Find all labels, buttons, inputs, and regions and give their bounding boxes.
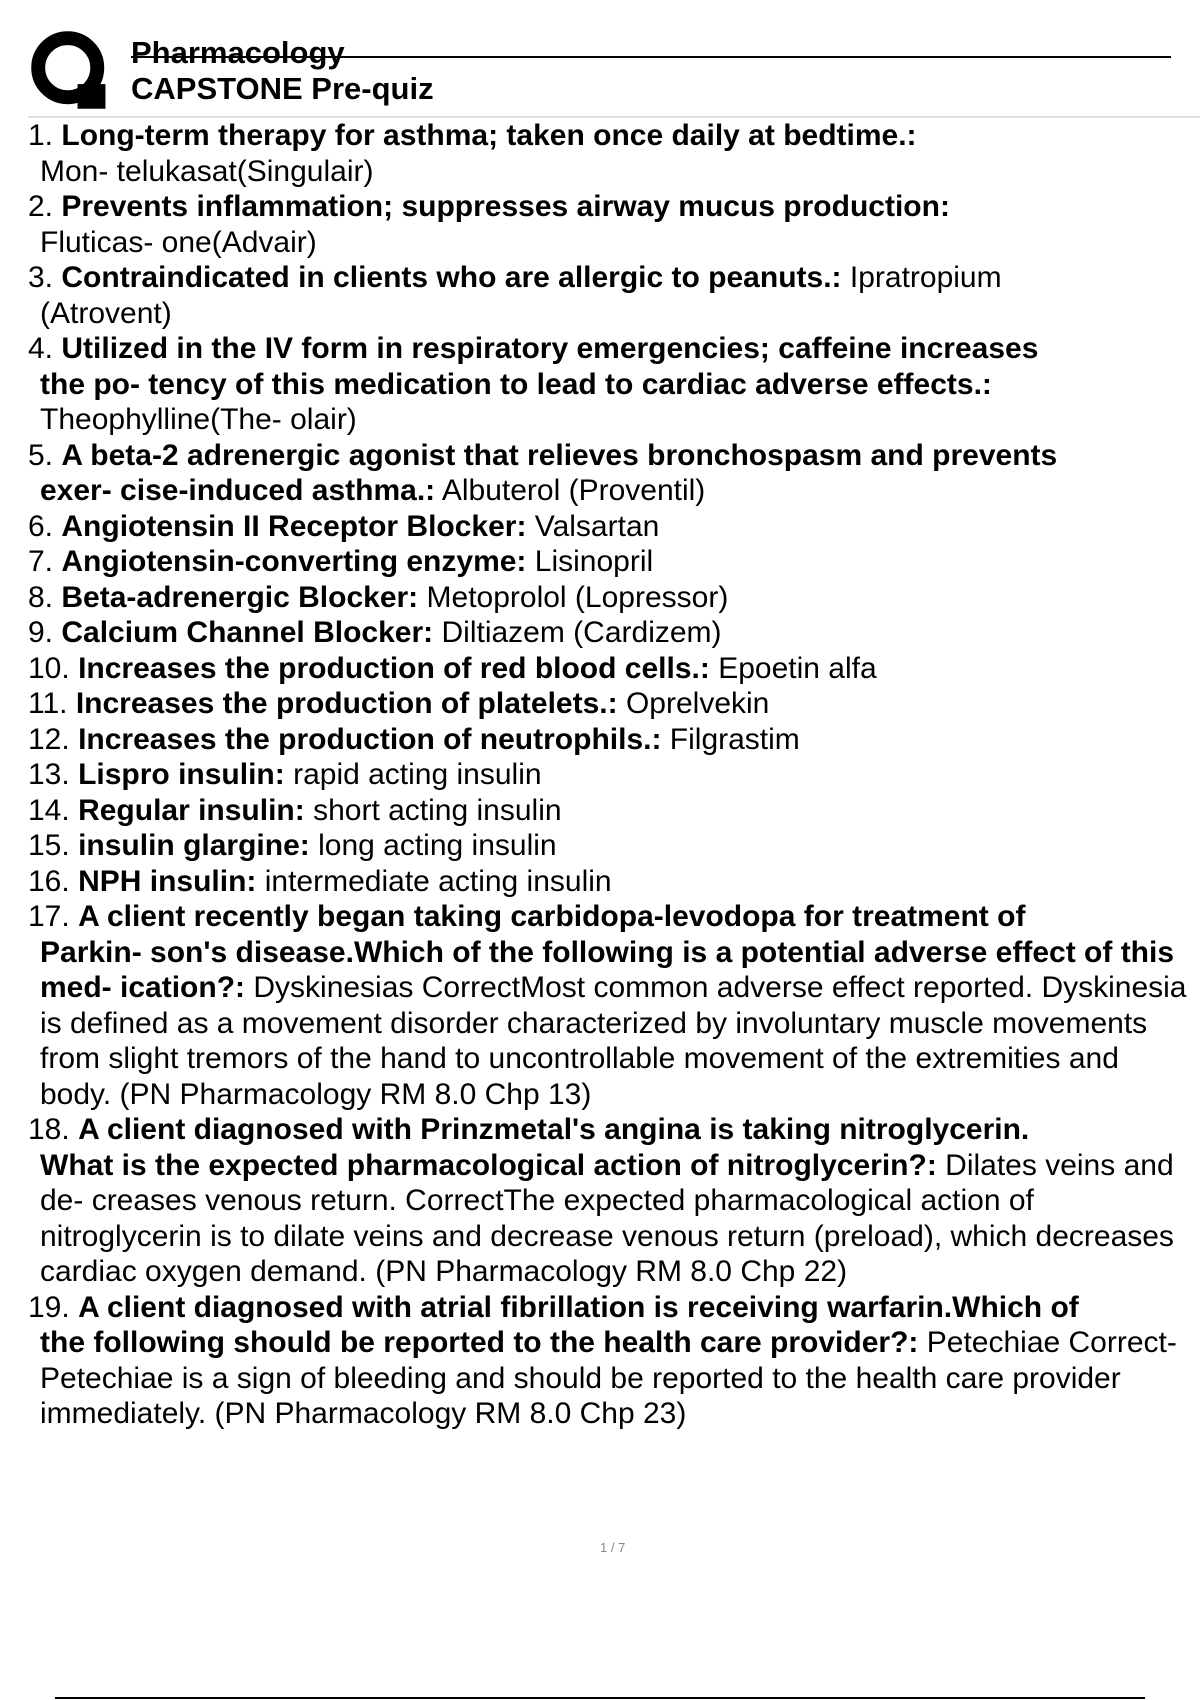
question-text: Utilized in the IV form in respiratory emergencies; caffeine increases	[61, 332, 1039, 365]
item-continuation	[28, 1325, 1198, 1432]
item-number: 12.	[28, 722, 70, 756]
question-text-continued: the po- tency of this medication to lead to cardiac adverse effects.:	[40, 367, 992, 401]
item-continuation	[28, 935, 1198, 1113]
page-number: 1 / 7	[600, 1540, 626, 1555]
answer-text: Albuterol (Proventil)	[441, 474, 706, 507]
question-text: A client recently began taking carbidopa-levodopa for treatment of	[78, 900, 1026, 933]
answer-text: rapid acting insulin	[293, 758, 542, 791]
list-item	[28, 1290, 1198, 1432]
answer-text: Ipratropium	[849, 261, 1002, 294]
item-number: 16.	[28, 864, 70, 898]
item-continuation	[28, 1148, 1198, 1290]
list-item	[28, 615, 1198, 651]
answer-text: Dyskinesias CorrectMost common adverse effect reported. Dyskinesia is defined as a movement disorder characterized by involuntary muscle movements from slight tremors of the hand to uncontrollable movement of the extremities and body. (PN Pharmacology RM 8.0 Chp 13)	[40, 971, 1187, 1111]
answer-text: Fluticas- one(Advair)	[40, 225, 317, 259]
list-item	[28, 260, 1198, 331]
question-text: Beta-adrenergic Blocker:	[61, 580, 419, 614]
list-item	[28, 331, 1198, 438]
item-continuation	[28, 154, 1198, 190]
question-text: A beta-2 adrenergic agonist that relieves bronchospasm and prevents	[61, 438, 1058, 472]
list-item	[28, 722, 1198, 758]
item-number: 7.	[28, 545, 54, 578]
answer-text: Valsartan	[534, 509, 660, 543]
answer-text: Metoprolol (Lopressor)	[426, 580, 729, 614]
question-text: Increases the production of red blood cells.:	[78, 651, 710, 685]
answer-text: Theophylline(The- olair)	[40, 403, 357, 436]
answer-text: Filgrastim	[669, 722, 800, 756]
item-number: 14.	[28, 793, 70, 827]
item-number: 13.	[28, 758, 70, 791]
question-text-continued: the following should be reported to the health care provider?:	[40, 1326, 919, 1359]
list-item	[28, 651, 1198, 687]
page-title: Pharmacology CAPSTONE Pre-quiz	[131, 35, 434, 106]
question-text: A client diagnosed with atrial fibrillation is receiving warfarin.Which of	[78, 1290, 1079, 1324]
answer-text: intermediate acting insulin	[264, 864, 612, 898]
item-continuation	[28, 296, 1198, 332]
answer-text: Oprelvekin	[625, 687, 770, 720]
item-number: 15.	[28, 829, 70, 862]
question-list	[28, 118, 1198, 1432]
item-number: 19.	[28, 1290, 70, 1324]
list-item	[28, 118, 1198, 189]
question-text: Increases the production of neutrophils.:	[78, 722, 662, 756]
list-item	[28, 899, 1198, 1112]
item-number: 11.	[28, 687, 68, 720]
item-number: 6.	[28, 509, 54, 543]
question-text-continued: What is the expected pharmacological action of nitroglycerin?:	[40, 1148, 937, 1182]
item-number: 10.	[28, 651, 70, 685]
item-number: 9.	[28, 616, 54, 649]
list-item	[28, 793, 1198, 829]
list-item	[28, 544, 1198, 580]
question-text: Long-term therapy for asthma; taken once daily at bedtime.:	[61, 119, 917, 152]
item-number: 18.	[28, 1113, 70, 1146]
document-header	[28, 28, 1200, 118]
item-number: 3.	[28, 261, 54, 294]
question-text: Regular insulin:	[78, 793, 305, 827]
answer-text: Diltiazem (Cardizem)	[441, 616, 722, 649]
answer-text: (Atrovent)	[40, 296, 172, 330]
answer-text: Mon- telukasat(Singulair)	[40, 154, 374, 188]
list-item	[28, 189, 1198, 260]
item-continuation	[28, 367, 1198, 438]
question-text: Angiotensin II Receptor Blocker:	[61, 509, 527, 543]
question-text: A client diagnosed with Prinzmetal's angina is taking nitroglycerin.	[78, 1113, 1030, 1146]
item-continuation	[28, 225, 1198, 261]
answer-text: short acting insulin	[313, 793, 562, 827]
item-number: 4.	[28, 332, 54, 365]
list-item	[28, 509, 1198, 545]
item-number: 1.	[28, 119, 54, 152]
answer-text: Lisinopril	[534, 545, 654, 578]
answer-text: Dilates veins and de- creases venous return. CorrectThe expected pharmacological action of nitroglycerin is to dilate veins and decrease venous return (preload), which decreases cardiac oxygen demand. (PN Pharmacology RM 8.0 Chp 22)	[40, 1148, 1174, 1288]
answer-text: Petechiae Correct- Petechiae is a sign of bleeding and should be reported to the health care provider immediately. (PN Pharmacology RM 8.0 Chp 23)	[40, 1326, 1177, 1430]
list-item	[28, 686, 1198, 722]
item-number: 8.	[28, 580, 54, 614]
question-text: Increases the production of platelets.:	[75, 687, 618, 720]
question-text: Calcium Channel Blocker:	[61, 616, 434, 649]
list-item	[28, 580, 1198, 616]
list-item	[28, 1112, 1198, 1290]
item-number: 5.	[28, 438, 54, 472]
list-item	[28, 757, 1198, 793]
question-text: Prevents inflammation; suppresses airway mucus production:	[61, 190, 950, 223]
footer-divider	[55, 1697, 1145, 1699]
item-number: 17.	[28, 900, 70, 933]
question-text: insulin glargine:	[78, 829, 310, 862]
list-item	[28, 828, 1198, 864]
list-item	[28, 438, 1198, 509]
list-item	[28, 864, 1198, 900]
question-text: Lispro insulin:	[78, 758, 285, 791]
answer-text: Epoetin alfa	[718, 651, 877, 685]
question-text-continued: exer- cise-induced asthma.:	[40, 474, 436, 507]
question-text: Angiotensin-converting enzyme:	[61, 545, 527, 578]
item-number: 2.	[28, 190, 54, 223]
question-text: Contraindicated in clients who are allergic to peanuts.:	[61, 261, 842, 294]
question-text-continued: Parkin- son's disease.Which of the following is a potential adverse effect of this med- ication?:	[40, 935, 1175, 1004]
quizlet-q-logo-icon	[30, 30, 112, 112]
answer-text: long acting insulin	[318, 829, 557, 862]
question-text: NPH insulin:	[78, 864, 257, 898]
item-continuation	[28, 473, 1198, 509]
